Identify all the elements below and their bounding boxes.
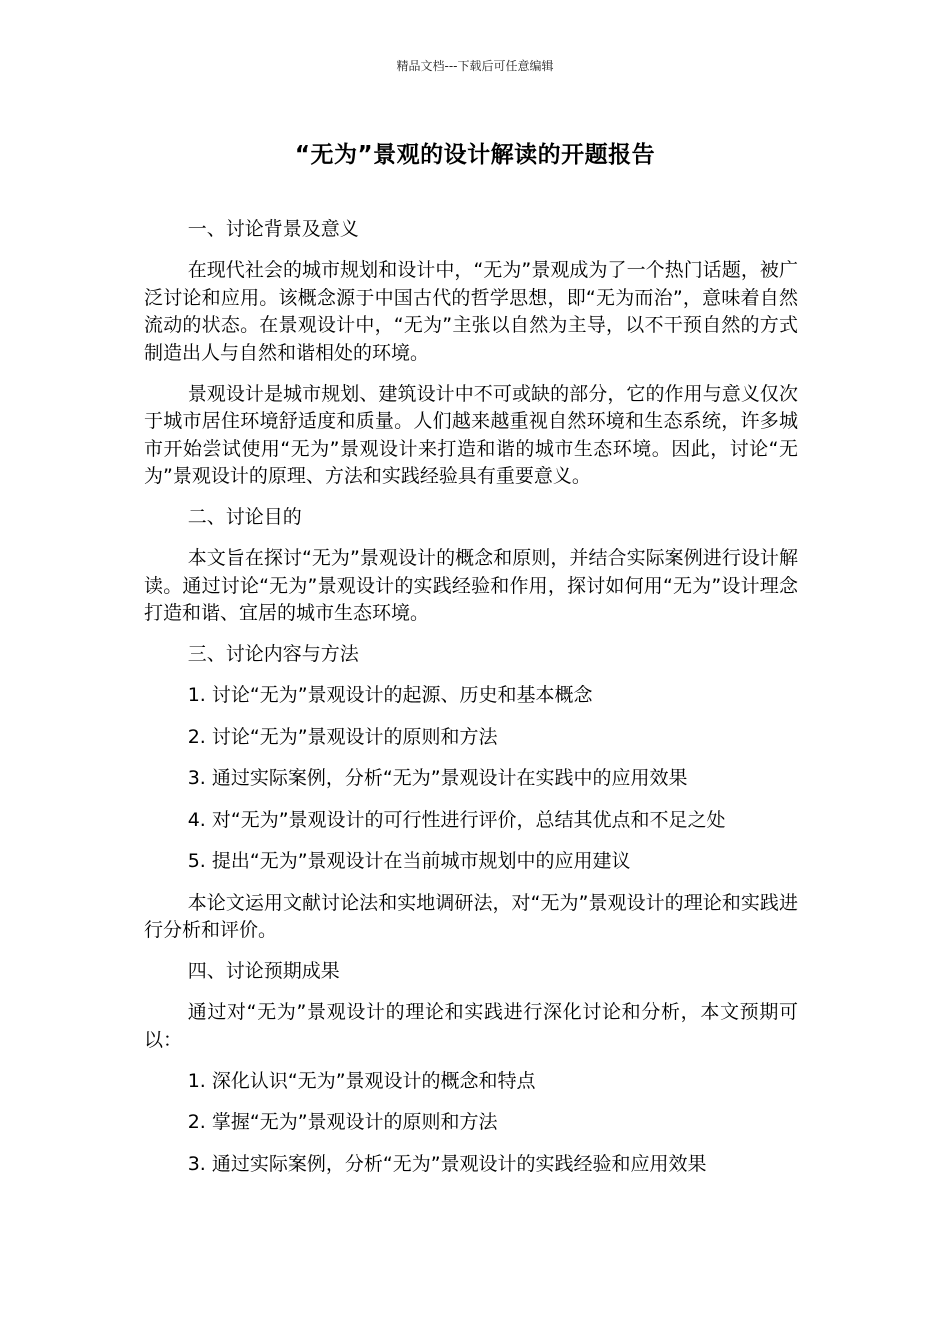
paragraph-expected-results: 通过对“无为”景观设计的理论和实践进行深化讨论和分析，本文预期可以： — [144, 1001, 798, 1051]
section-heading-expected-results: 四、讨论预期成果 — [187, 960, 340, 982]
section-heading-background: 一、讨论背景及意义 — [187, 218, 359, 240]
list-item-content-4: 4. 对“无为”景观设计的可行性进行评价，总结其优点和不足之处 — [187, 808, 726, 831]
paragraph-purpose: 本文旨在探讨“无为”景观设计的概念和原则，并结合实际案例进行设计解读。通过讨论“无为”景观设计的实践经验和作用，探讨如何用“无为”设计理念打造和谐、宜居的城市生态环境。 — [144, 547, 798, 624]
list-item-content-1: 1. 讨论“无为”景观设计的起源、历史和基本概念 — [187, 684, 593, 706]
section-heading-purpose: 二、讨论目的 — [187, 506, 302, 528]
list-item-result-1: 1. 深化认识“无为”景观设计的概念和特点 — [187, 1069, 536, 1092]
list-item-content-5: 5. 提出“无为”景观设计在当前城市规划中的应用建议 — [187, 850, 631, 872]
list-item-content-3: 3. 通过实际案例，分析“无为”景观设计在实践中的应用效果 — [187, 767, 688, 789]
list-item-result-3: 3. 通过实际案例，分析“无为”景观设计的实践经验和应用效果 — [187, 1152, 707, 1175]
page-header-note: 精品文档---下载后可任意编辑 — [396, 59, 554, 73]
list-item-content-2: 2. 讨论“无为”景观设计的原则和方法 — [187, 725, 498, 748]
document-title: “无为”景观的设计解读的开题报告 — [294, 142, 656, 168]
paragraph-background-1: 在现代社会的城市规划和设计中，“无为”景观成为了一个热门话题，被广泛讨论和应用。该概念源于中国古代的哲学思想，即“无为而治”，意味着自然流动的状态。在景观设计中，“无为”主张以自然为主导，以不干预自然的方式制造出人与自然和谐相处的环境。 — [144, 259, 798, 364]
paragraph-background-2: 景观设计是城市规划、建筑设计中不可或缺的部分，它的作用与意义仅次于城市居住环境舒适度和质量。人们越来越重视自然环境和生态系统，许多城市开始尝试使用“无为”景观设计来打造和谐的城市生态环境。因此，讨论“无为”景观设计的原理、方法和实践经验具有重要意义。 — [144, 382, 798, 487]
section-heading-content-method: 三、讨论内容与方法 — [187, 643, 359, 665]
paragraph-method: 本论文运用文献讨论法和实地调研法，对“无为”景观设计的理论和实践进行分析和评价。 — [144, 891, 798, 941]
document-body — [144, 216, 798, 1192]
list-item-result-2: 2. 掌握“无为”景观设计的原则和方法 — [187, 1111, 498, 1133]
